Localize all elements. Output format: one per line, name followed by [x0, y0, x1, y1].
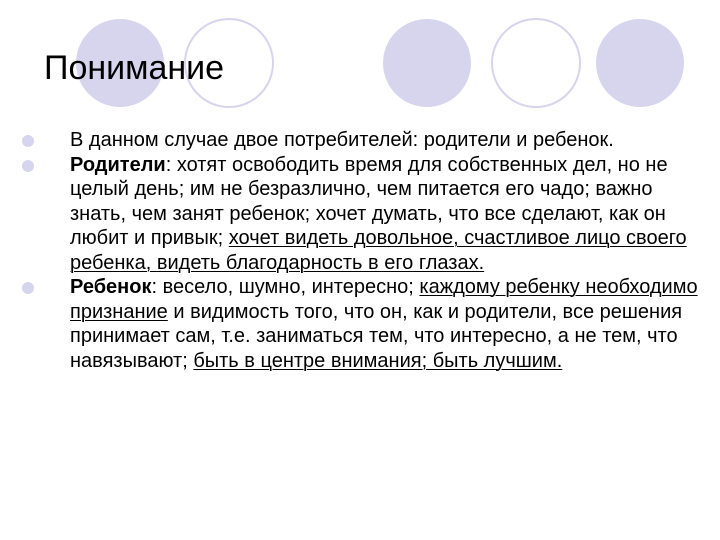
- bullet-dot-icon: [22, 135, 34, 147]
- bullet-text: В данном случае двое потребителей: родители и ребенок.: [70, 129, 614, 151]
- bullet-dot-icon: [22, 282, 34, 294]
- deco-circle-outline-2: [492, 19, 580, 107]
- bullet-underlined-text: хочет видеть довольное, счастливое лицо своего ребенка, видеть благодарность в его глазах.: [70, 227, 687, 274]
- bullet-dot-icon: [22, 160, 34, 172]
- slide-title: Понимание: [44, 49, 225, 87]
- deco-circle-filled-3: [596, 19, 684, 107]
- bullet-item: [22, 128, 702, 153]
- bullet-item: [22, 275, 702, 373]
- bullet-text: : хотят освободить время для собственных дел, но не целый день; им не безразлично, чем питается его чадо; важно знать, чем занят ребенок; хочет думать, что все сделают, как он любит и привык;: [70, 153, 668, 249]
- bullet-text: и видимость того, что он, как и родители, все решения принимает сам, т.е. заниматься тем, что интересно, а не тем, что навязывают;: [70, 300, 683, 372]
- bullet-underlined-text: быть в центре внимания; быть лучшим.: [193, 349, 563, 372]
- bullet-text: : весело, шумно, интересно;: [151, 276, 420, 298]
- bullet-list: [22, 128, 702, 373]
- bullet-bold-text: Родители: [70, 153, 166, 176]
- bullet-underlined-text: каждому ребенку необходимо признание: [70, 276, 698, 323]
- bullet-item: [22, 153, 702, 276]
- deco-circle-filled-2: [383, 19, 471, 107]
- bullet-bold-text: Ребенок: [70, 276, 152, 298]
